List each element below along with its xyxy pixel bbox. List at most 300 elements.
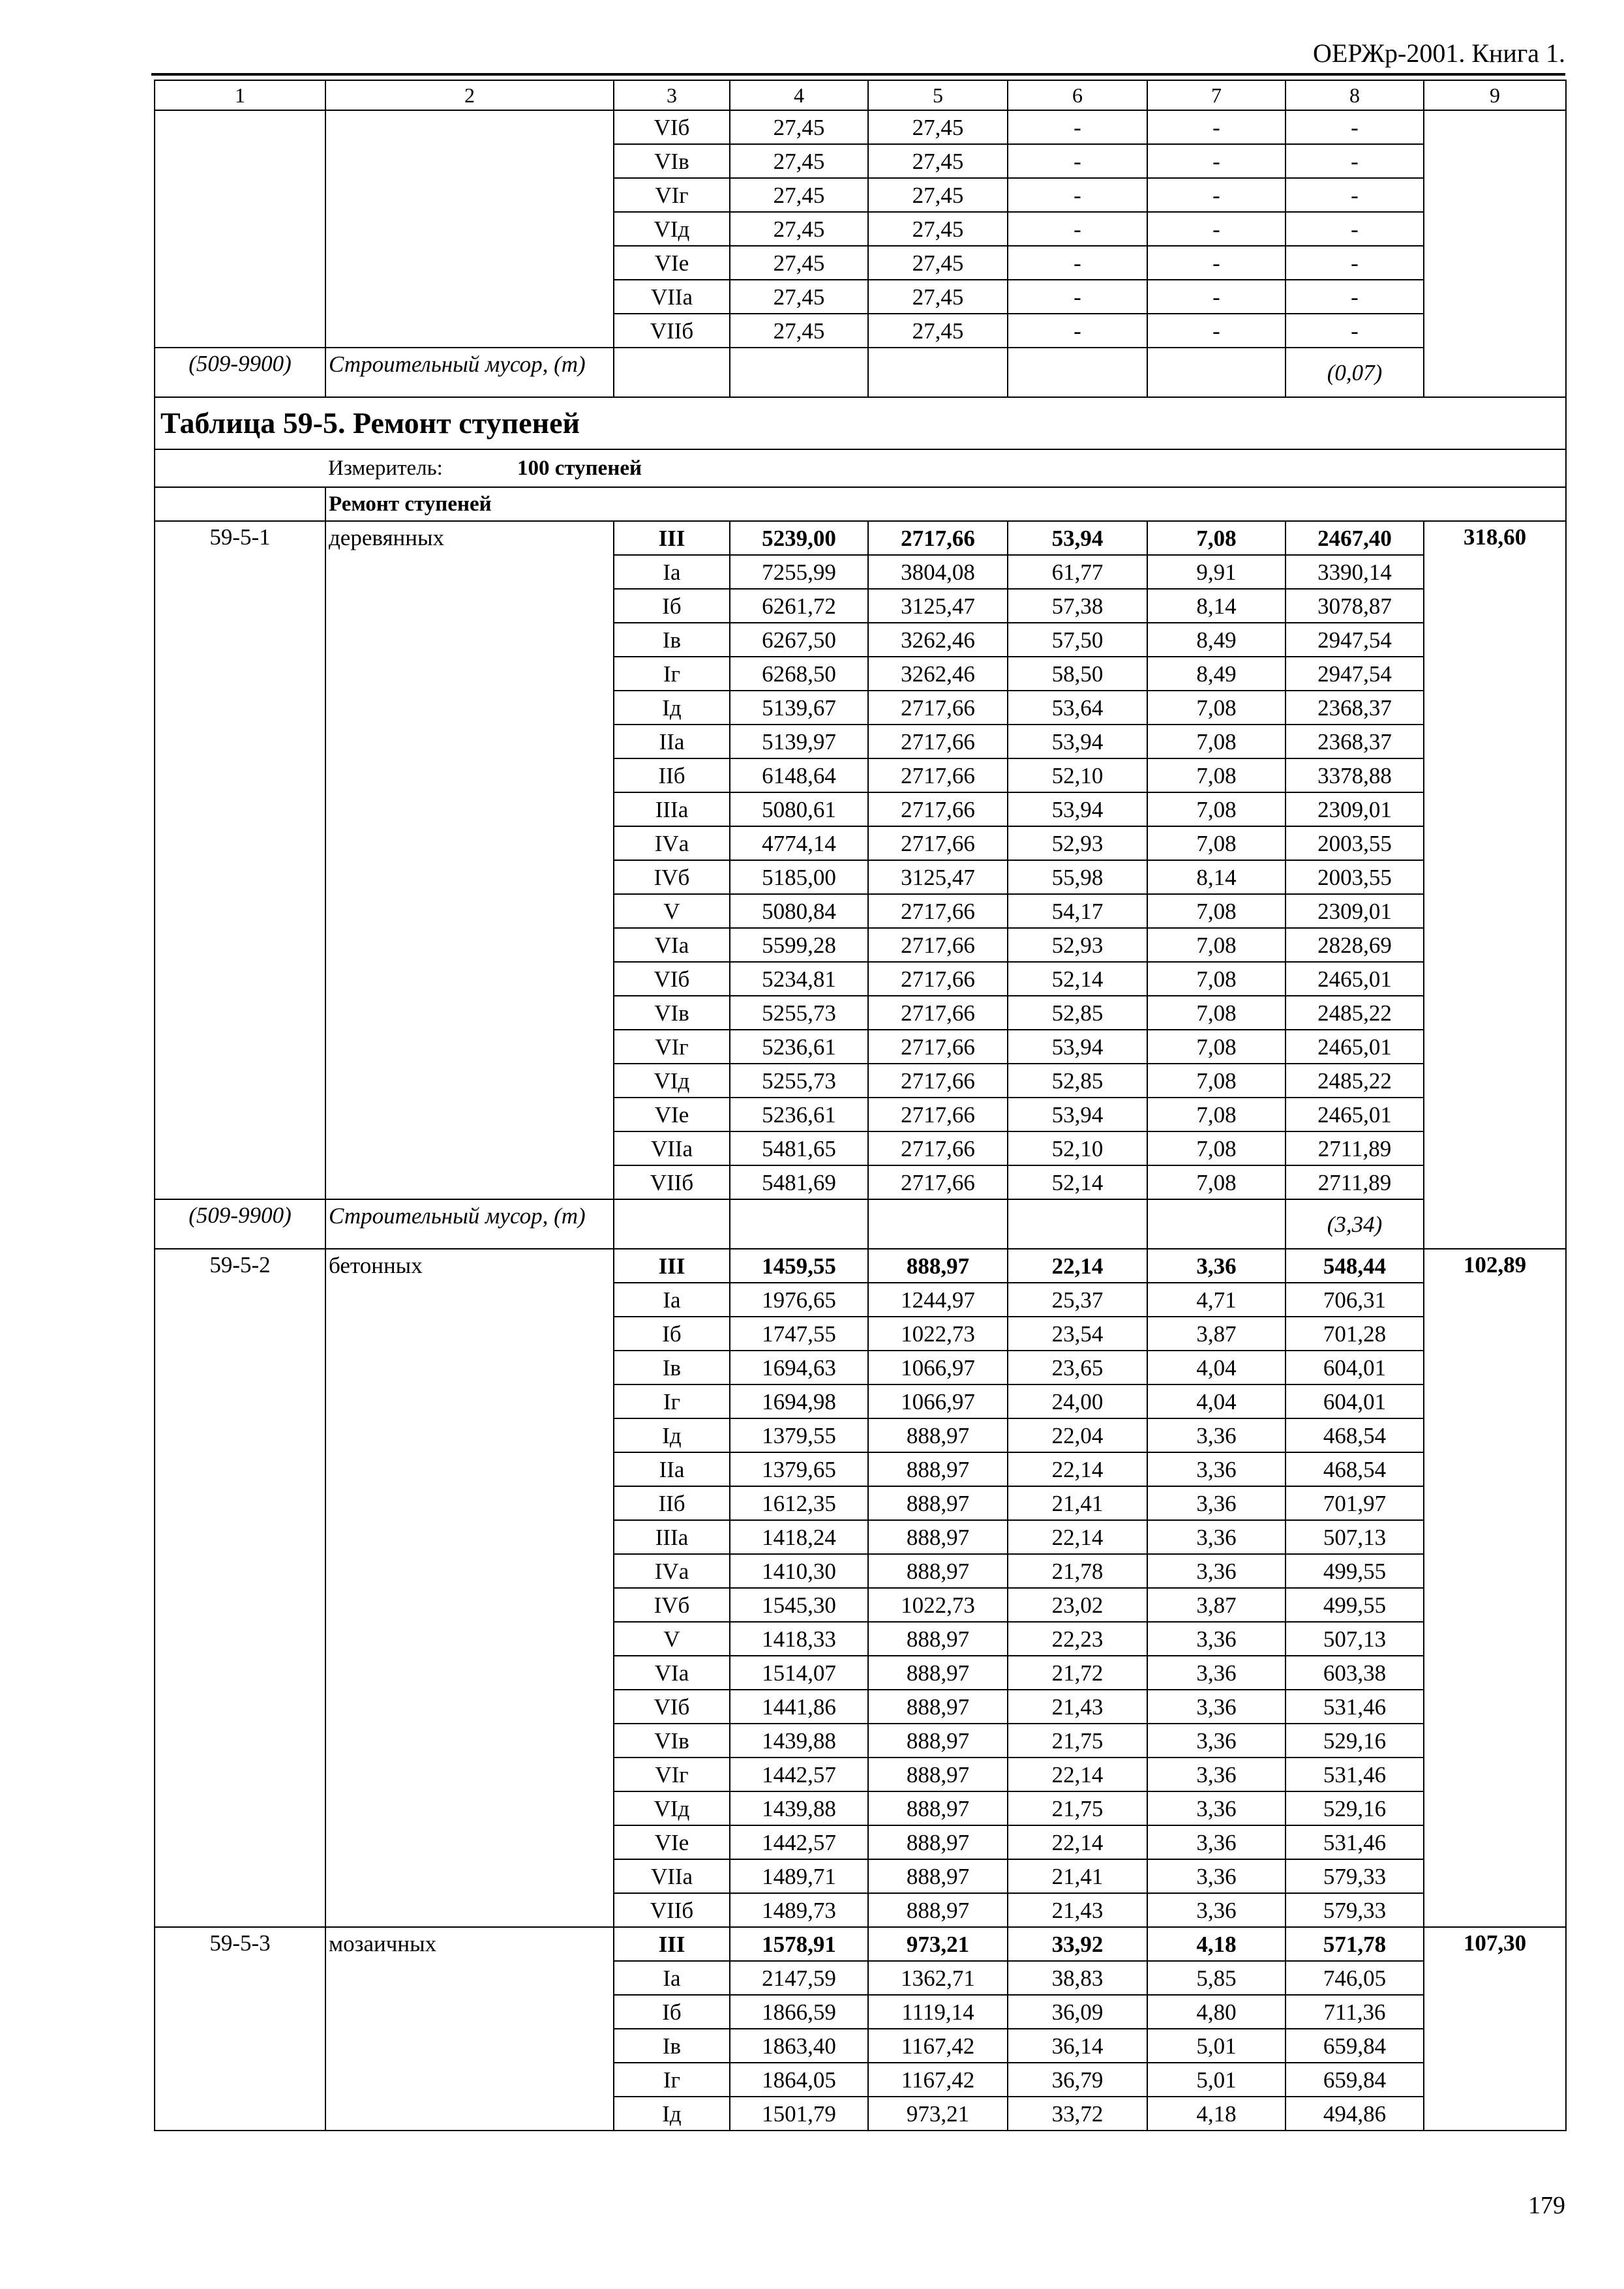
value-cell: 8,49: [1147, 623, 1286, 657]
value-cell: Iд: [614, 2097, 730, 2131]
value-cell: 52,93: [1008, 928, 1147, 962]
value-cell: 888,97: [868, 1554, 1008, 1588]
value-cell: -: [1147, 212, 1286, 246]
value-cell: -: [1286, 280, 1424, 314]
value-cell: 1379,65: [730, 1452, 868, 1486]
value-cell: 36,14: [1008, 2029, 1147, 2063]
value-cell: -: [1147, 246, 1286, 280]
value-cell: 2711,89: [1286, 1165, 1424, 1199]
value-cell: 5139,67: [730, 691, 868, 725]
value-cell: 3,36: [1147, 1249, 1286, 1283]
value-cell: 1866,59: [730, 1995, 868, 2029]
value-cell: IIа: [614, 725, 730, 758]
value-cell: 7,08: [1147, 691, 1286, 725]
value-cell: 5255,73: [730, 1064, 868, 1098]
value-cell: 2717,66: [868, 792, 1008, 826]
column-number: 2: [325, 80, 614, 110]
value-cell: 7,08: [1147, 758, 1286, 792]
empty-cell: [614, 1199, 730, 1249]
value-cell: 3,36: [1147, 1791, 1286, 1825]
value-cell: 4,04: [1147, 1351, 1286, 1384]
value-cell: 2717,66: [868, 996, 1008, 1030]
value-cell: 24,00: [1008, 1384, 1147, 1418]
value-cell: 1501,79: [730, 2097, 868, 2131]
value-cell: 53,94: [1008, 1030, 1147, 1064]
value-cell: 21,75: [1008, 1724, 1147, 1758]
trash-row: [155, 1199, 1566, 1249]
value-cell: VIа: [614, 928, 730, 962]
value-cell: 659,84: [1286, 2063, 1424, 2097]
value-cell: 22,14: [1008, 1825, 1147, 1859]
value-cell: -: [1147, 280, 1286, 314]
value-cell: 706,31: [1286, 1283, 1424, 1317]
table-title-row: [155, 397, 1566, 449]
trash-code: (509-9900): [155, 1199, 325, 1249]
value-cell: 888,97: [868, 1486, 1008, 1520]
value-cell: 2717,66: [868, 962, 1008, 996]
value-cell: 22,14: [1008, 1758, 1147, 1791]
value-cell: Iг: [614, 1384, 730, 1418]
value-cell: 1459,55: [730, 1249, 868, 1283]
value-cell: 52,10: [1008, 1131, 1147, 1165]
value-cell: 5234,81: [730, 962, 868, 996]
value-cell: VIIб: [614, 1893, 730, 1927]
value-cell: 3262,46: [868, 657, 1008, 691]
value-cell: 27,45: [868, 144, 1008, 178]
value-cell: 888,97: [868, 1724, 1008, 1758]
column-number: 7: [1147, 80, 1286, 110]
value-cell: 5236,61: [730, 1098, 868, 1131]
measure-value: 100 ступеней: [517, 456, 642, 480]
value-cell: 8,14: [1147, 589, 1286, 623]
value-cell: 604,01: [1286, 1351, 1424, 1384]
value-cell: 5185,00: [730, 860, 868, 894]
value-cell: -: [1286, 110, 1424, 144]
value-cell: -: [1147, 144, 1286, 178]
value-cell: 1863,40: [730, 2029, 868, 2063]
value-cell: 2717,66: [868, 1064, 1008, 1098]
value-cell: 529,16: [1286, 1724, 1424, 1758]
value-cell: 507,13: [1286, 1520, 1424, 1554]
value-cell: 21,75: [1008, 1791, 1147, 1825]
value-cell: 23,54: [1008, 1317, 1147, 1351]
item-code: 59-5-2: [155, 1249, 325, 1927]
value-cell: 888,97: [868, 1418, 1008, 1452]
value-cell: 7,08: [1147, 1098, 1286, 1131]
value-cell: 52,10: [1008, 758, 1147, 792]
value-cell: 888,97: [868, 1758, 1008, 1791]
value-cell: 494,86: [1286, 2097, 1424, 2131]
value-cell: 3,36: [1147, 1486, 1286, 1520]
value-cell: 22,23: [1008, 1622, 1147, 1656]
value-cell: 4774,14: [730, 826, 868, 860]
value-cell: 7,08: [1147, 826, 1286, 860]
empty-cell: [1147, 348, 1286, 397]
measure-label: Измеритель:: [328, 456, 443, 480]
value-cell: 21,43: [1008, 1893, 1147, 1927]
value-cell: 33,92: [1008, 1927, 1147, 1961]
value-cell: 3078,87: [1286, 589, 1424, 623]
value-cell: 2368,37: [1286, 691, 1424, 725]
value-cell: 27,45: [730, 246, 868, 280]
value-cell: 6268,50: [730, 657, 868, 691]
value-cell: VIг: [614, 1758, 730, 1791]
value-cell: -: [1147, 110, 1286, 144]
value-cell: 1066,97: [868, 1351, 1008, 1384]
value-cell: 2717,66: [868, 826, 1008, 860]
value-cell: 2485,22: [1286, 1064, 1424, 1098]
value-cell: VIе: [614, 246, 730, 280]
value-cell: 531,46: [1286, 1758, 1424, 1791]
value-cell: 746,05: [1286, 1961, 1424, 1995]
value-cell: -: [1008, 280, 1147, 314]
value-cell: 53,94: [1008, 521, 1147, 555]
value-cell: 571,78: [1286, 1927, 1424, 1961]
value-cell: III: [614, 1249, 730, 1283]
trash-value: (0,07): [1286, 348, 1424, 397]
item-name: деревянных: [325, 521, 614, 1199]
value-cell: 2711,89: [1286, 1131, 1424, 1165]
empty-cell: [1008, 1199, 1147, 1249]
value-cell: 1418,33: [730, 1622, 868, 1656]
value-cell: 36,79: [1008, 2063, 1147, 2097]
value-cell: 2467,40: [1286, 521, 1424, 555]
value-cell: 4,18: [1147, 1927, 1286, 1961]
value-cell: 1066,97: [868, 1384, 1008, 1418]
value-cell: 2947,54: [1286, 657, 1424, 691]
value-cell: 1514,07: [730, 1656, 868, 1690]
column-number: 5: [868, 80, 1008, 110]
value-cell: 3,36: [1147, 1758, 1286, 1791]
value-cell: V: [614, 894, 730, 928]
value-cell: VIб: [614, 1690, 730, 1724]
item-code: 59-5-3: [155, 1927, 325, 2131]
value-cell: -: [1286, 246, 1424, 280]
value-cell: -: [1286, 314, 1424, 348]
value-cell: 53,64: [1008, 691, 1147, 725]
value-cell: Iб: [614, 1995, 730, 2029]
value-cell: Iб: [614, 589, 730, 623]
table-row: [155, 1249, 1566, 1283]
value-cell: 531,46: [1286, 1825, 1424, 1859]
value-cell: 6261,72: [730, 589, 868, 623]
value-cell: 3,36: [1147, 1893, 1286, 1927]
value-cell: 3,87: [1147, 1317, 1286, 1351]
empty-cell: [868, 1199, 1008, 1249]
value-cell: 2717,66: [868, 928, 1008, 962]
value-cell: VIIб: [614, 1165, 730, 1199]
value-cell: 604,01: [1286, 1384, 1424, 1418]
column-number-row: [155, 80, 1566, 110]
item-name: бетонных: [325, 1249, 614, 1927]
value-cell: 3,36: [1147, 1724, 1286, 1758]
value-cell: 1489,73: [730, 1893, 868, 1927]
value-cell: 1442,57: [730, 1825, 868, 1859]
value-cell: 52,93: [1008, 826, 1147, 860]
value-cell: 3,36: [1147, 1825, 1286, 1859]
value-cell: IVа: [614, 826, 730, 860]
item-code: 59-5-1: [155, 521, 325, 1199]
value-cell: 33,72: [1008, 2097, 1147, 2131]
value-cell: 888,97: [868, 1656, 1008, 1690]
value-cell: III: [614, 1927, 730, 1961]
page-number: 179: [1528, 2192, 1565, 2219]
value-cell: 1167,42: [868, 2063, 1008, 2097]
value-cell: 57,38: [1008, 589, 1147, 623]
value-cell: -: [1008, 314, 1147, 348]
value-cell: 3,36: [1147, 1622, 1286, 1656]
value-cell: 888,97: [868, 1893, 1008, 1927]
value-cell: 499,55: [1286, 1554, 1424, 1588]
table-title: Таблица 59-5. Ремонт ступеней: [155, 397, 1566, 449]
value-cell: 1167,42: [868, 2029, 1008, 2063]
value-cell: 1439,88: [730, 1791, 868, 1825]
value-cell: 2368,37: [1286, 725, 1424, 758]
value-cell: 1022,73: [868, 1588, 1008, 1622]
value-cell: VIг: [614, 178, 730, 212]
value-cell: Iг: [614, 657, 730, 691]
value-cell: VIIа: [614, 1859, 730, 1893]
value-cell: 2717,66: [868, 1098, 1008, 1131]
value-cell: 3,87: [1147, 1588, 1286, 1622]
value-cell: -: [1286, 212, 1424, 246]
value-cell: 2717,66: [868, 758, 1008, 792]
value-cell: 27,45: [868, 212, 1008, 246]
value-cell: -: [1286, 178, 1424, 212]
value-cell: 23,02: [1008, 1588, 1147, 1622]
value-cell: 1976,65: [730, 1283, 868, 1317]
header-rule: [151, 73, 1565, 76]
value-cell: 659,84: [1286, 2029, 1424, 2063]
empty-cell: [730, 348, 868, 397]
value-cell: Iд: [614, 691, 730, 725]
item-col9: 107,30: [1424, 1927, 1566, 2131]
measure-cell: [325, 449, 1566, 487]
value-cell: 3,36: [1147, 1859, 1286, 1893]
column-number: 1: [155, 80, 325, 110]
value-cell: -: [1008, 144, 1147, 178]
value-cell: 603,38: [1286, 1656, 1424, 1690]
value-cell: 22,14: [1008, 1452, 1147, 1486]
value-cell: 2717,66: [868, 691, 1008, 725]
value-cell: 27,45: [730, 144, 868, 178]
value-cell: VIд: [614, 1064, 730, 1098]
value-cell: 2717,66: [868, 1131, 1008, 1165]
name-cell: [325, 110, 614, 348]
value-cell: 1379,55: [730, 1418, 868, 1452]
value-cell: 52,85: [1008, 1064, 1147, 1098]
value-cell: 1439,88: [730, 1724, 868, 1758]
value-cell: 888,97: [868, 1452, 1008, 1486]
value-cell: 5599,28: [730, 928, 868, 962]
trash-row: [155, 348, 1566, 397]
value-cell: 468,54: [1286, 1418, 1424, 1452]
value-cell: Iа: [614, 1961, 730, 1995]
trash-value: (3,34): [1286, 1199, 1424, 1249]
value-cell: VIв: [614, 1724, 730, 1758]
value-cell: 579,33: [1286, 1893, 1424, 1927]
value-cell: 4,71: [1147, 1283, 1286, 1317]
value-cell: 5236,61: [730, 1030, 868, 1064]
value-cell: 4,18: [1147, 2097, 1286, 2131]
value-cell: 499,55: [1286, 1588, 1424, 1622]
value-cell: 6148,64: [730, 758, 868, 792]
value-cell: 1022,73: [868, 1317, 1008, 1351]
value-cell: 53,94: [1008, 725, 1147, 758]
value-cell: 2147,59: [730, 1961, 868, 1995]
value-cell: 27,45: [868, 110, 1008, 144]
value-cell: 1362,71: [868, 1961, 1008, 1995]
value-cell: VIIа: [614, 1131, 730, 1165]
value-cell: 5,01: [1147, 2029, 1286, 2063]
value-cell: 2717,66: [868, 725, 1008, 758]
value-cell: 3,36: [1147, 1418, 1286, 1452]
value-cell: 21,41: [1008, 1486, 1147, 1520]
value-cell: 579,33: [1286, 1859, 1424, 1893]
trash-code: (509-9900): [155, 348, 325, 397]
value-cell: 3125,47: [868, 589, 1008, 623]
value-cell: 5481,65: [730, 1131, 868, 1165]
value-cell: 7,08: [1147, 894, 1286, 928]
value-cell: VIе: [614, 1825, 730, 1859]
value-cell: 21,72: [1008, 1656, 1147, 1690]
value-cell: -: [1147, 178, 1286, 212]
value-cell: 27,45: [868, 178, 1008, 212]
value-cell: 2717,66: [868, 894, 1008, 928]
empty-cell: [155, 449, 325, 487]
value-cell: 973,21: [868, 2097, 1008, 2131]
value-cell: IVб: [614, 1588, 730, 1622]
value-cell: IIб: [614, 1486, 730, 1520]
value-cell: 1578,91: [730, 1927, 868, 1961]
table-row: [155, 1927, 1566, 1961]
value-cell: 23,65: [1008, 1351, 1147, 1384]
value-cell: 7,08: [1147, 1165, 1286, 1199]
col9-cell: [1424, 110, 1566, 397]
value-cell: 1747,55: [730, 1317, 868, 1351]
value-cell: 3,36: [1147, 1690, 1286, 1724]
value-cell: 3,36: [1147, 1656, 1286, 1690]
column-number: 4: [730, 80, 868, 110]
value-cell: -: [1008, 178, 1147, 212]
value-cell: 888,97: [868, 1622, 1008, 1656]
value-cell: 529,16: [1286, 1791, 1424, 1825]
value-cell: 54,17: [1008, 894, 1147, 928]
section-row: [155, 487, 1566, 521]
value-cell: 1418,24: [730, 1520, 868, 1554]
value-cell: 2309,01: [1286, 792, 1424, 826]
trash-name: Строительный мусор, (т): [325, 1199, 614, 1249]
value-cell: 7,08: [1147, 792, 1286, 826]
value-cell: 5139,97: [730, 725, 868, 758]
value-cell: 507,13: [1286, 1622, 1424, 1656]
value-cell: 4,04: [1147, 1384, 1286, 1418]
value-cell: IVб: [614, 860, 730, 894]
value-cell: 7,08: [1147, 1131, 1286, 1165]
value-cell: 1489,71: [730, 1859, 868, 1893]
header-title: ОЕРЖр-2001. Книга 1.: [1313, 38, 1565, 68]
item-col9: 102,89: [1424, 1249, 1566, 1927]
section-title: Ремонт ступеней: [325, 487, 1566, 521]
value-cell: 7,08: [1147, 928, 1286, 962]
value-cell: VIв: [614, 996, 730, 1030]
value-cell: 548,44: [1286, 1249, 1424, 1283]
value-cell: 27,45: [730, 110, 868, 144]
value-cell: 2003,55: [1286, 860, 1424, 894]
value-cell: 21,78: [1008, 1554, 1147, 1588]
value-cell: Iб: [614, 1317, 730, 1351]
value-cell: 8,49: [1147, 657, 1286, 691]
value-cell: 8,14: [1147, 860, 1286, 894]
value-cell: 27,45: [730, 280, 868, 314]
value-cell: IIIа: [614, 1520, 730, 1554]
value-cell: 711,36: [1286, 1995, 1424, 2029]
rates-table: [154, 80, 1567, 2131]
value-cell: 38,83: [1008, 1961, 1147, 1995]
value-cell: 3125,47: [868, 860, 1008, 894]
value-cell: 2465,01: [1286, 1098, 1424, 1131]
value-cell: 22,14: [1008, 1520, 1147, 1554]
value-cell: 888,97: [868, 1520, 1008, 1554]
value-cell: 3390,14: [1286, 555, 1424, 589]
value-cell: 52,85: [1008, 996, 1147, 1030]
value-cell: 2003,55: [1286, 826, 1424, 860]
value-cell: 3262,46: [868, 623, 1008, 657]
value-cell: 7,08: [1147, 1030, 1286, 1064]
column-number: 9: [1424, 80, 1566, 110]
value-cell: VIе: [614, 1098, 730, 1131]
value-cell: -: [1008, 246, 1147, 280]
value-cell: 701,97: [1286, 1486, 1424, 1520]
value-cell: 21,43: [1008, 1690, 1147, 1724]
column-number: 6: [1008, 80, 1147, 110]
value-cell: 5239,00: [730, 521, 868, 555]
value-cell: 7,08: [1147, 1064, 1286, 1098]
value-cell: -: [1008, 212, 1147, 246]
value-cell: 2485,22: [1286, 996, 1424, 1030]
value-cell: 5080,84: [730, 894, 868, 928]
column-number: 8: [1286, 80, 1424, 110]
value-cell: 7,08: [1147, 962, 1286, 996]
value-cell: 21,41: [1008, 1859, 1147, 1893]
value-cell: 1694,98: [730, 1384, 868, 1418]
value-cell: 53,94: [1008, 1098, 1147, 1131]
value-cell: VIIа: [614, 280, 730, 314]
value-cell: Iа: [614, 555, 730, 589]
value-cell: 2947,54: [1286, 623, 1424, 657]
value-cell: 1694,63: [730, 1351, 868, 1384]
value-cell: 701,28: [1286, 1317, 1424, 1351]
trash-name: Строительный мусор, (т): [325, 348, 614, 397]
value-cell: IIIа: [614, 792, 730, 826]
value-cell: V: [614, 1622, 730, 1656]
value-cell: Iв: [614, 1351, 730, 1384]
empty-cell: [155, 487, 325, 521]
value-cell: 5,85: [1147, 1961, 1286, 1995]
value-cell: 4,80: [1147, 1995, 1286, 2029]
value-cell: 468,54: [1286, 1452, 1424, 1486]
empty-cell: [868, 348, 1008, 397]
value-cell: 888,97: [868, 1249, 1008, 1283]
value-cell: 27,45: [730, 314, 868, 348]
rates-table-body: [155, 80, 1566, 2131]
value-cell: VIв: [614, 144, 730, 178]
value-cell: Iд: [614, 1418, 730, 1452]
value-cell: Iа: [614, 1283, 730, 1317]
value-cell: 36,09: [1008, 1995, 1147, 2029]
value-cell: III: [614, 521, 730, 555]
value-cell: 3804,08: [868, 555, 1008, 589]
